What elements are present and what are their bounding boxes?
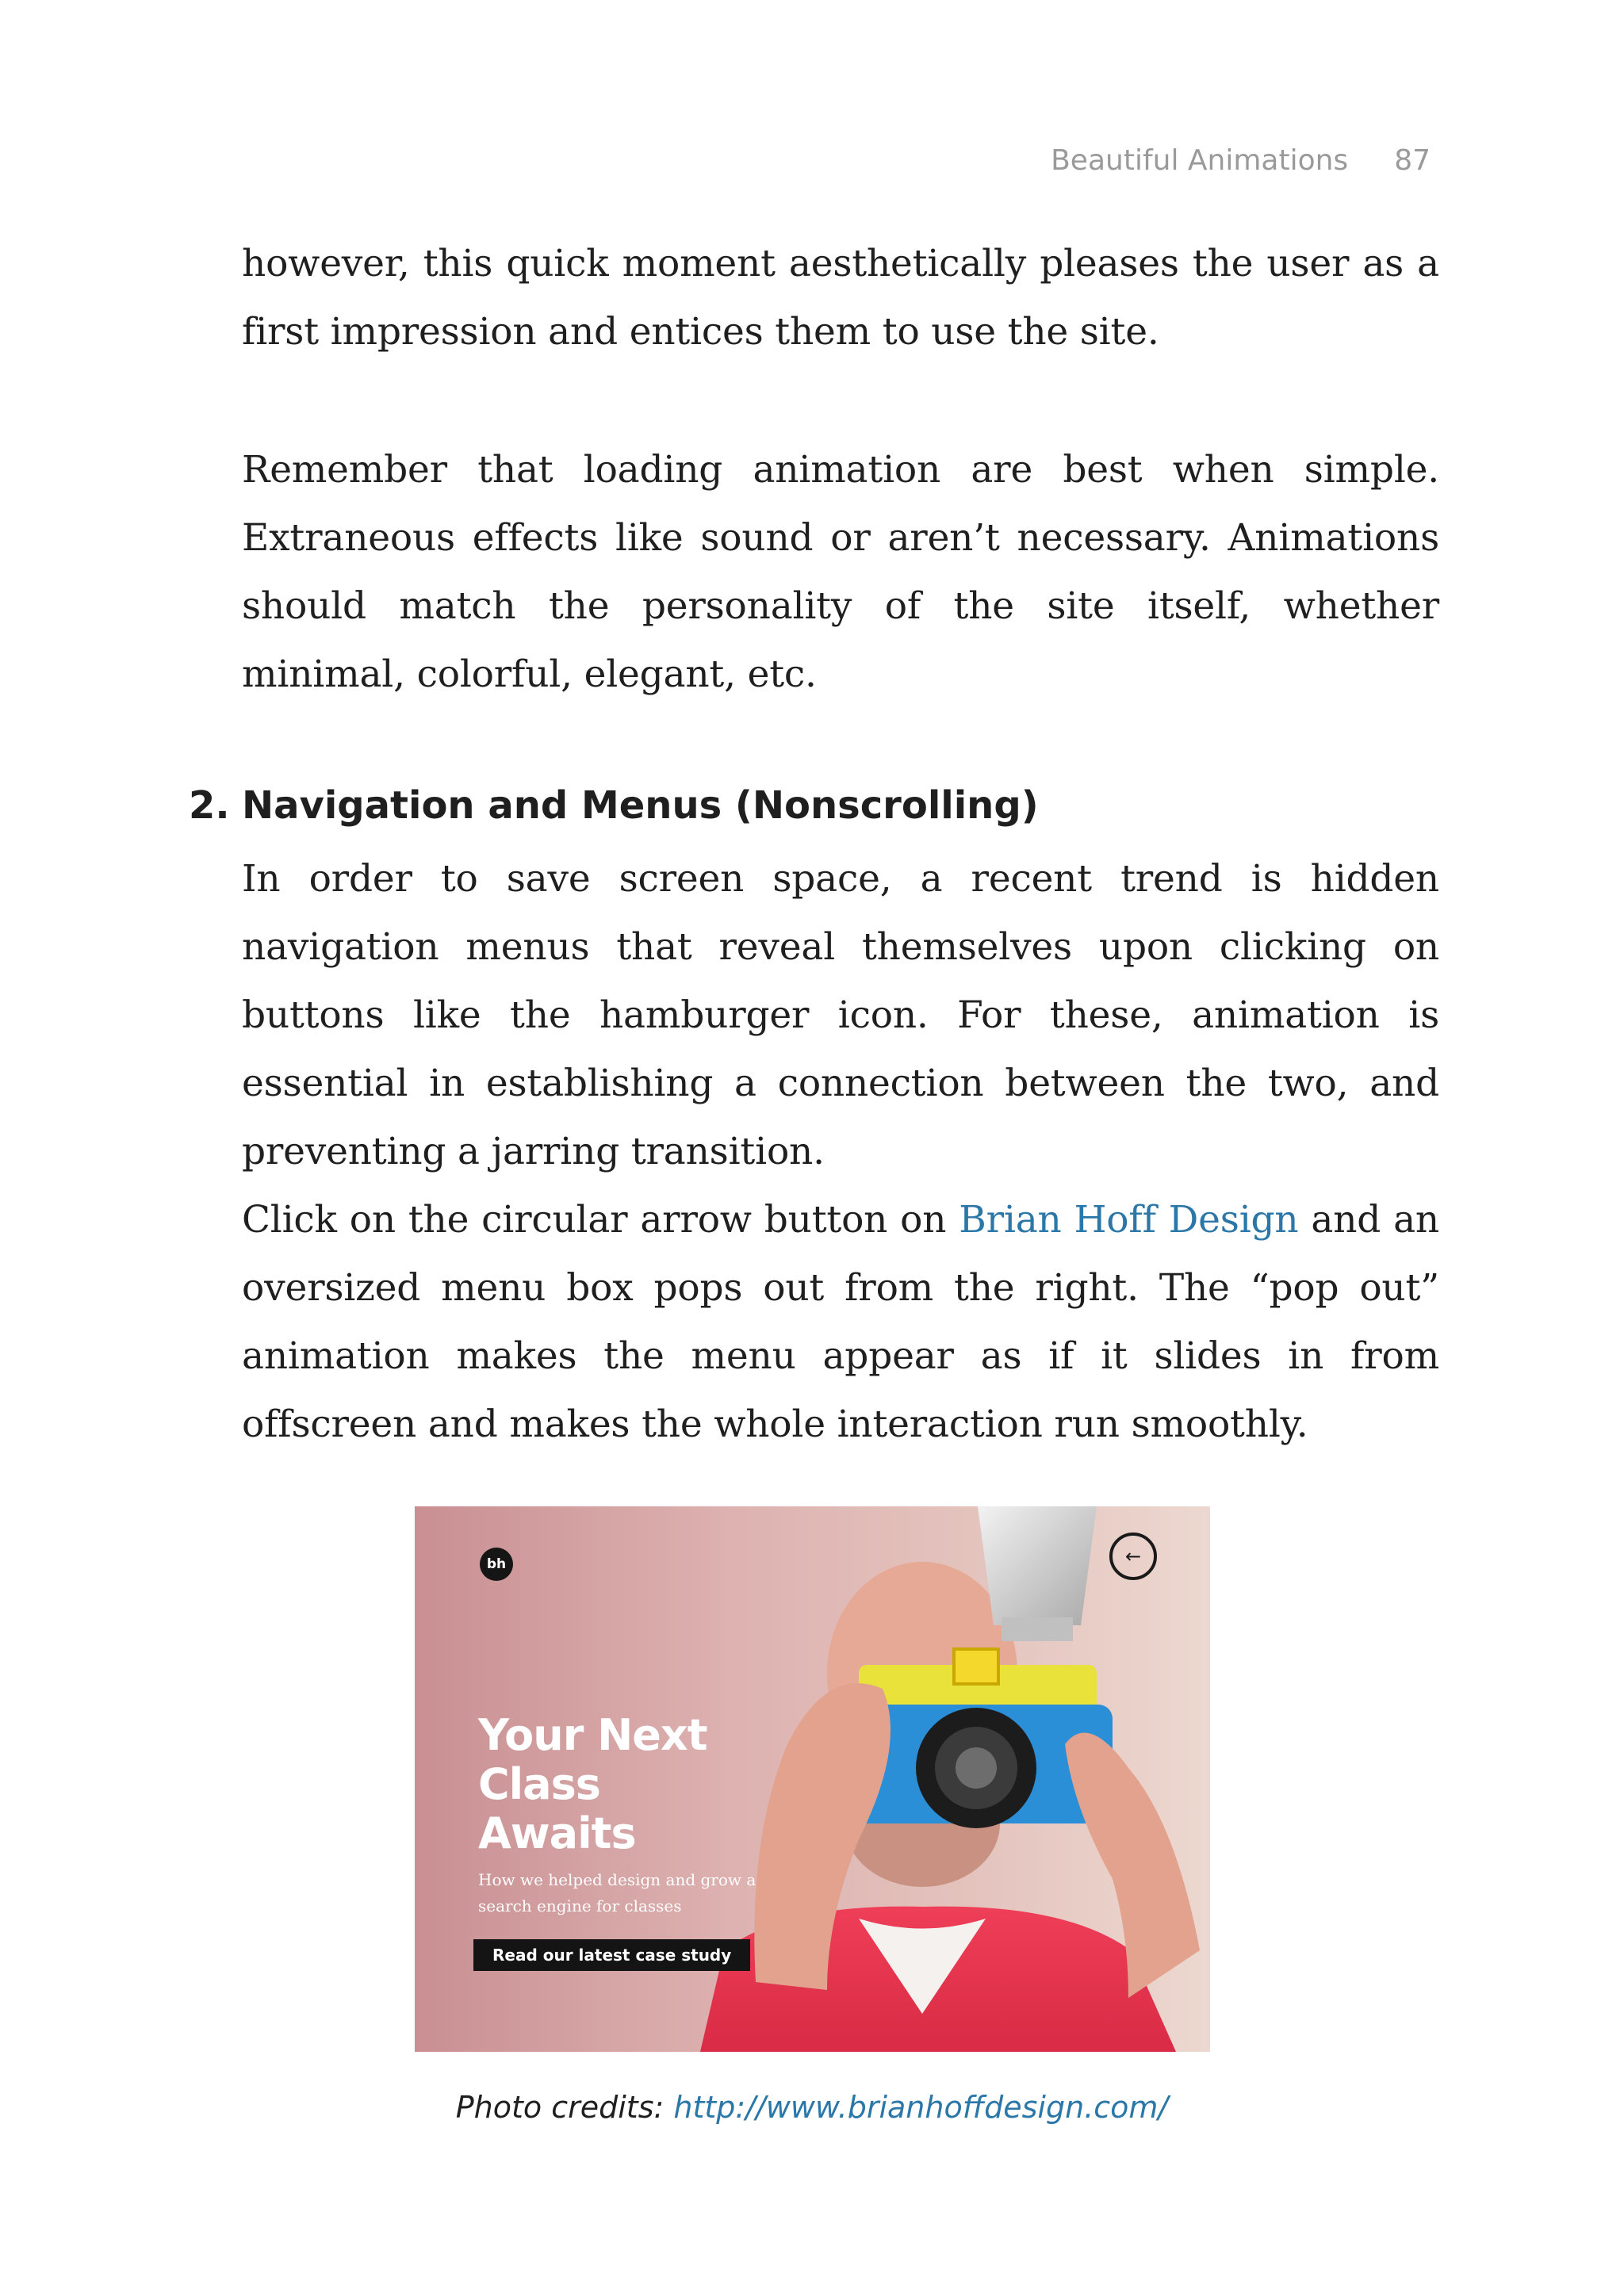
section-number: 2. bbox=[189, 783, 230, 828]
paragraph-intro: however, this quick moment aesthetically pleases the user as a first impression and entices them to use the site. bbox=[242, 242, 1439, 354]
caption-url-link[interactable]: http://www.brianhoffdesign.com/ bbox=[673, 2090, 1169, 2125]
hero-subtitle: How we helped design and grow a search engine for classes bbox=[478, 1870, 756, 1915]
page-number: 87 bbox=[1394, 144, 1431, 177]
website-screenshot bbox=[415, 1506, 1210, 2052]
example-text-end: and an oversized menu box pops out from the right. The “pop out” animation makes the menu appear as if it slides in from offscreen and makes the whole interaction run smoothly. bbox=[242, 1198, 1439, 1446]
flash-shape bbox=[978, 1506, 1097, 1625]
arrow-left-icon[interactable] bbox=[1109, 1533, 1157, 1580]
paragraph-loading-tips: Remember that loading animation are best when simple. Extraneous effects like sound or aren’t necessary. Animations should match the personality of the site itself, whether minimal, colorful, elegant, etc. bbox=[242, 448, 1439, 696]
section-heading bbox=[189, 782, 1039, 829]
case-study-button[interactable]: Read our latest case study bbox=[473, 1939, 750, 1971]
bh-logo: bh bbox=[480, 1548, 513, 1581]
viewfinder bbox=[954, 1649, 998, 1684]
brian-hoff-link[interactable]: Brian Hoff Design bbox=[959, 1198, 1299, 1242]
hero-title: Your Next Class Awaits bbox=[478, 1710, 707, 1858]
paragraph-navigation: In order to save screen space, a recent trend is hidden navigation menus that reveal themselves upon clicking on buttons like the hamburger icon. For these, animation is essential in establishing a connection between the two, and preventing a jarring transition. bbox=[242, 857, 1439, 1173]
menu-arrow-glyph: ← bbox=[1124, 1545, 1142, 1567]
section-name: Beautiful Animations bbox=[1051, 144, 1349, 177]
paragraph-example bbox=[242, 1186, 1439, 1459]
example-text-start: Click on the circular arrow button on bbox=[242, 1198, 959, 1242]
photo-caption bbox=[0, 2090, 1624, 2125]
lens-inner bbox=[956, 1747, 997, 1789]
flash-base bbox=[1002, 1617, 1073, 1641]
caption-label: Photo credits: bbox=[455, 2090, 665, 2125]
running-header bbox=[1051, 144, 1431, 177]
section-title: Navigation and Menus (Nonscrolling) bbox=[242, 783, 1039, 828]
